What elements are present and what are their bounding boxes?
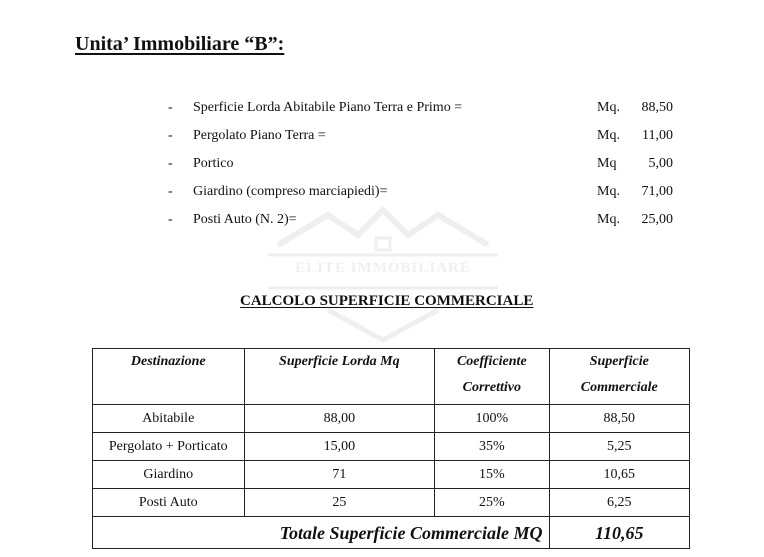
cell-superficie-commerciale: 10,65 [549, 461, 690, 489]
surface-unit: Mq. [597, 100, 620, 115]
table-header-row [93, 349, 690, 405]
cell-superficie-commerciale: 5,25 [549, 433, 690, 461]
header-superficie-commerciale [549, 349, 690, 405]
cell-superficie-lorda: 15,00 [244, 433, 435, 461]
table-row [93, 405, 690, 433]
cell-destinazione: Pergolato + Porticato [93, 433, 245, 461]
header-superficie-lorda: Superficie Lorda Mq [244, 349, 435, 405]
header-coefficiente [435, 349, 549, 405]
header-commerciale-line2: Commerciale [580, 380, 658, 395]
bullet-dash: - [168, 212, 173, 227]
cell-coefficiente: 25% [435, 489, 549, 517]
bullet-dash: - [168, 128, 173, 143]
surface-label: Portico [193, 156, 234, 171]
surface-value: 88,50 [641, 100, 673, 115]
surface-value: 25,00 [641, 212, 673, 227]
surface-unit: Mq. [597, 212, 620, 227]
bullet-dash: - [168, 184, 173, 199]
surface-label: Pergolato Piano Terra = [193, 128, 326, 143]
header-commerciale-line1: Superficie [589, 354, 649, 369]
table-row [93, 461, 690, 489]
list-item [165, 96, 685, 124]
surface-label: Posti Auto (N. 2)= [193, 212, 297, 227]
surface-unit: Mq. [597, 128, 620, 143]
cell-coefficiente: 100% [435, 405, 549, 433]
section-title: CALCOLO SUPERFICIE COMMERCIALE [240, 293, 534, 309]
watermark-logo [268, 200, 498, 350]
table-row [93, 489, 690, 517]
cell-superficie-commerciale: 6,25 [549, 489, 690, 517]
table-row [93, 433, 690, 461]
cell-destinazione: Giardino [93, 461, 245, 489]
cell-superficie-lorda: 71 [244, 461, 435, 489]
bullet-dash: - [168, 156, 173, 171]
cell-destinazione: Posti Auto [93, 489, 245, 517]
surface-label: Sperficie Lorda Abitabile Piano Terra e Primo = [193, 100, 463, 115]
page-title: Unita’ Immobiliare “B”: [75, 33, 285, 55]
table-total-row [93, 517, 690, 549]
surface-unit: Mq. [597, 184, 620, 199]
cell-superficie-lorda: 25 [244, 489, 435, 517]
total-label: Totale Superficie Commerciale MQ [93, 517, 550, 549]
total-value: 110,65 [549, 517, 690, 549]
cell-superficie-lorda: 88,00 [244, 405, 435, 433]
cell-coefficiente: 35% [435, 433, 549, 461]
list-item [165, 152, 685, 180]
surface-value: 5,00 [648, 156, 673, 171]
surface-value: 11,00 [642, 128, 673, 143]
cell-destinazione: Abitabile [93, 405, 245, 433]
header-coefficiente-line2: Correttivo [462, 380, 521, 395]
watermark-text: ELITE IMMOBILIARE [295, 260, 471, 276]
surface-value: 71,00 [641, 184, 673, 199]
surface-label: Giardino (compreso marciapiedi)= [193, 184, 388, 199]
header-destinazione: Destinazione [93, 349, 245, 405]
commercial-surface-table [92, 348, 690, 549]
list-item [165, 124, 685, 152]
surface-unit: Mq [597, 156, 617, 171]
bullet-dash: - [168, 100, 173, 115]
header-coefficiente-line1: Coefficiente [456, 354, 527, 369]
cell-superficie-commerciale: 88,50 [549, 405, 690, 433]
cell-coefficiente: 15% [435, 461, 549, 489]
